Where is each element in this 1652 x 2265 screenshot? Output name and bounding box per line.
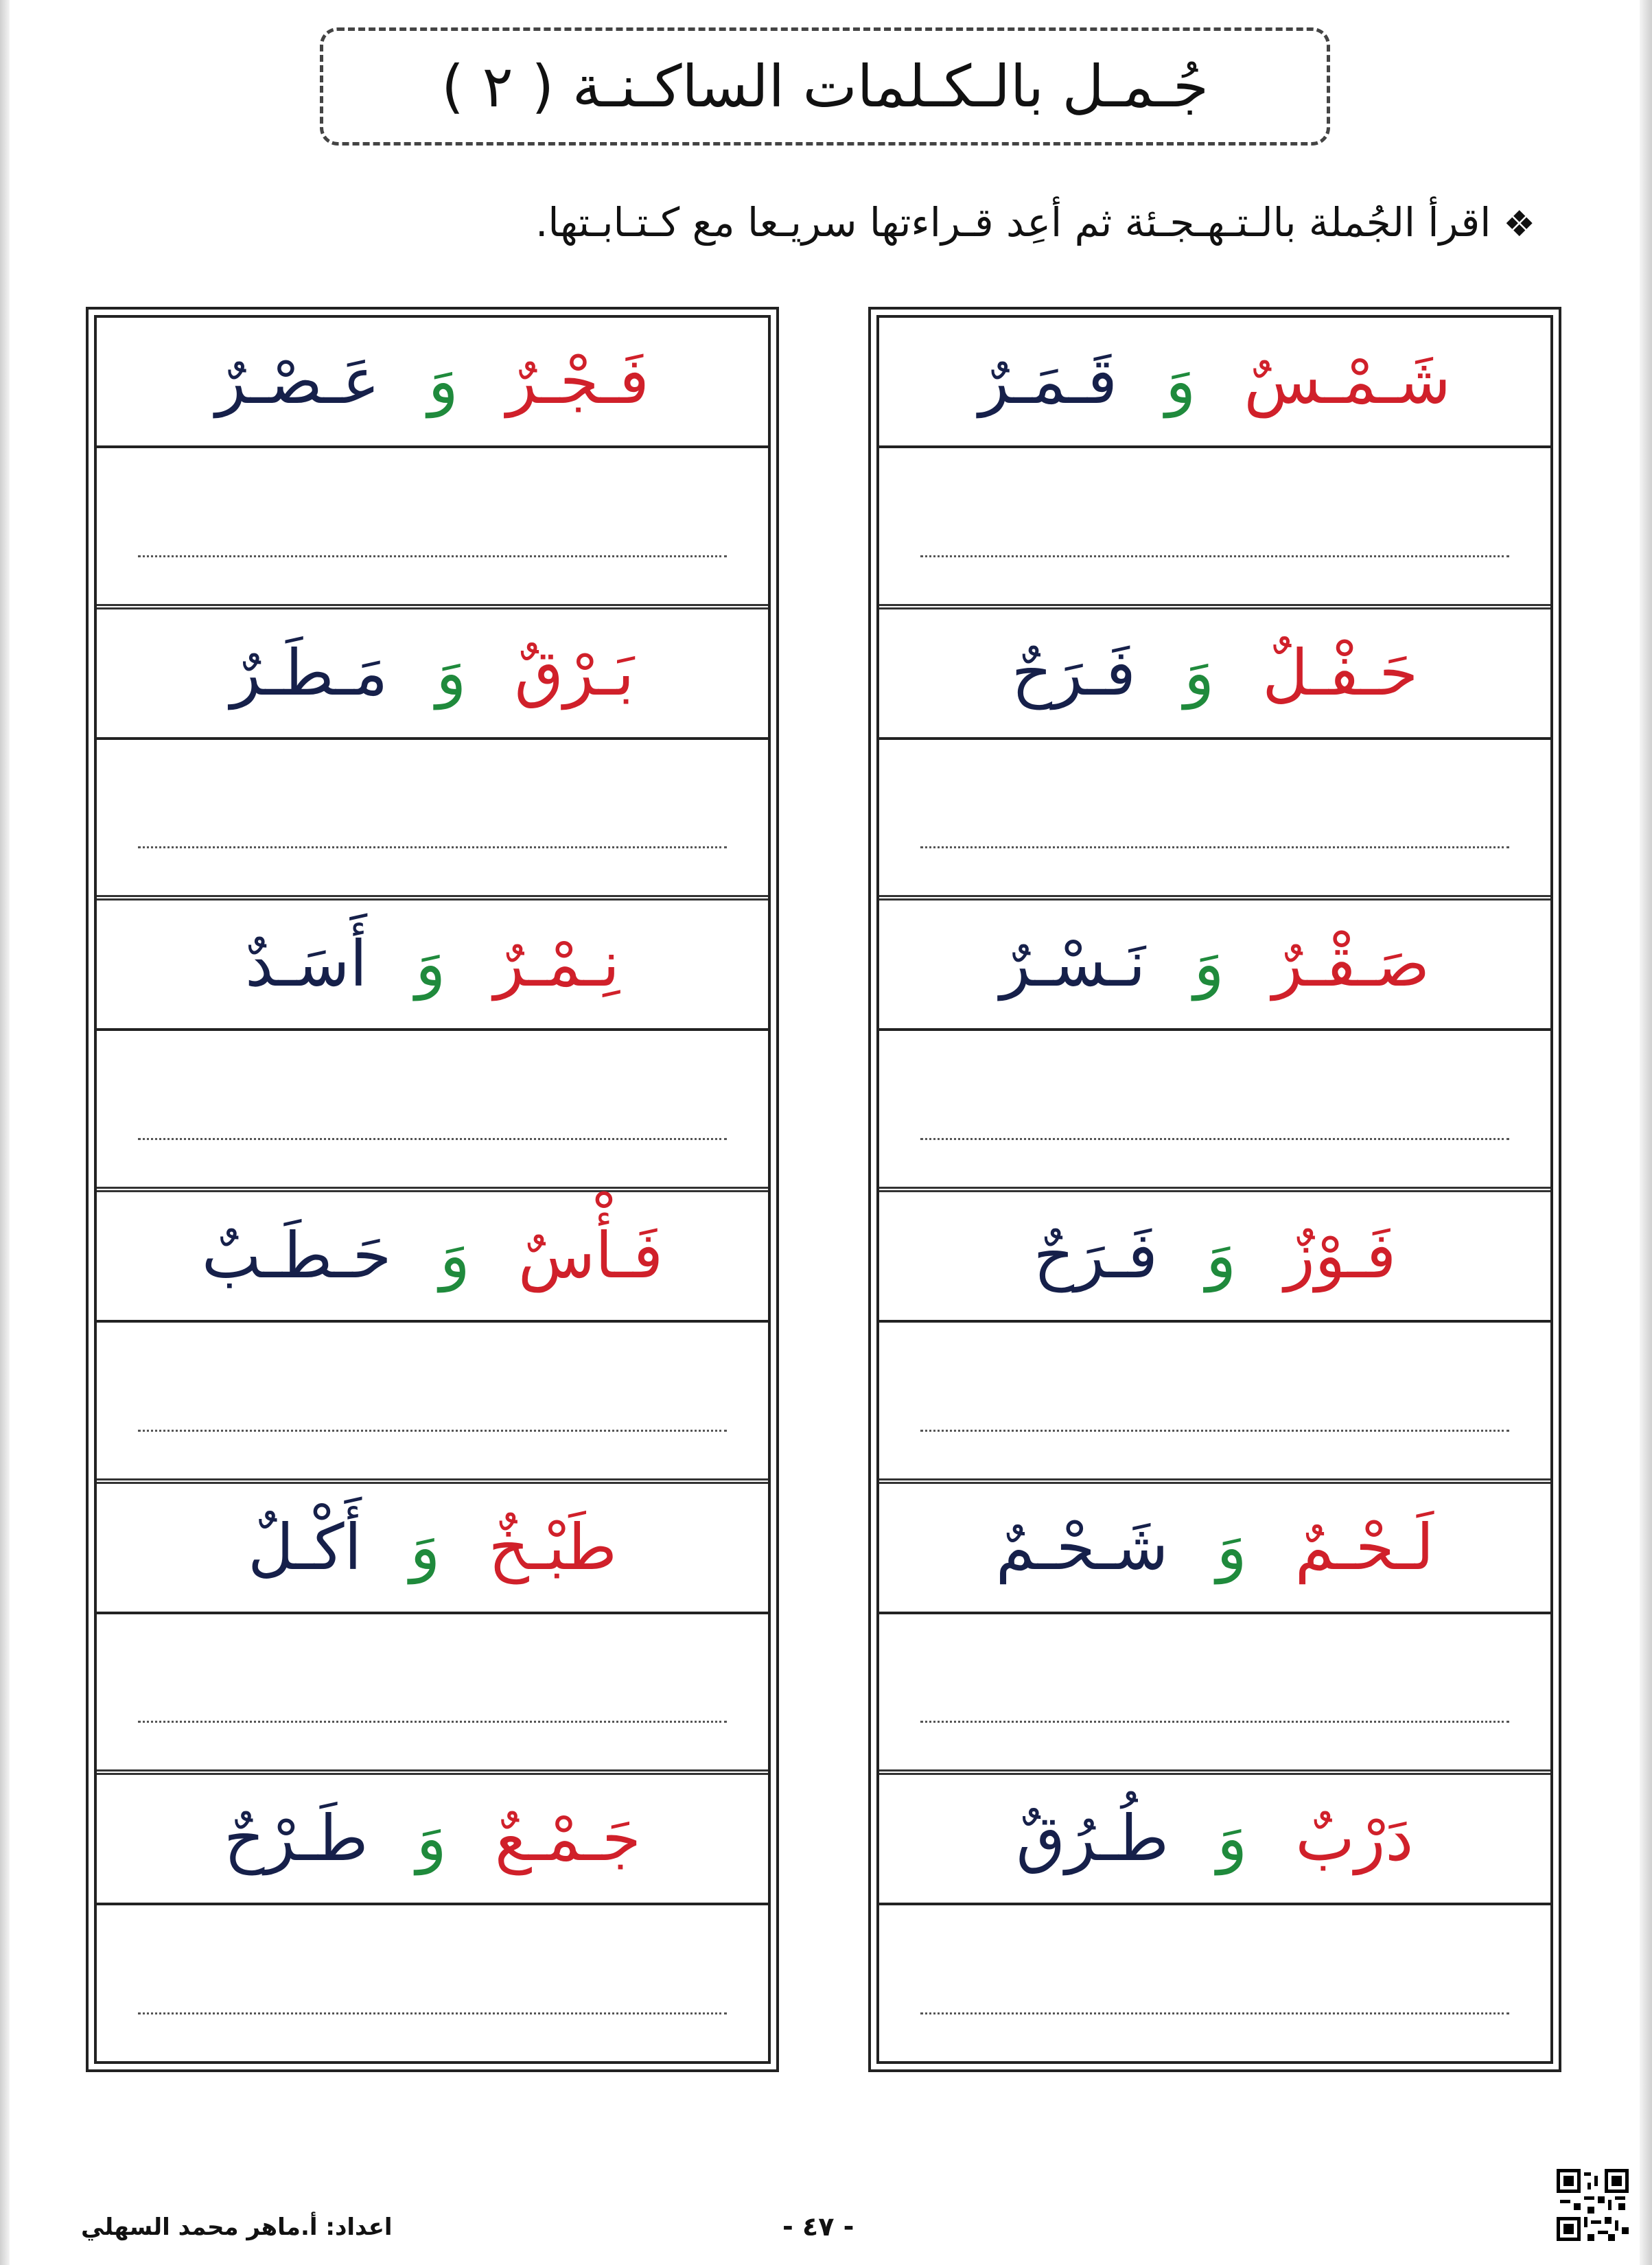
sentence-card bbox=[879, 318, 1550, 609]
first-word: فَـأْسٌ bbox=[517, 1219, 664, 1293]
connector-word: وَ bbox=[1183, 636, 1215, 710]
sentence-row bbox=[879, 609, 1550, 740]
second-word: حَـطَـبٌ bbox=[201, 1219, 392, 1293]
sentence-row bbox=[97, 609, 768, 740]
dotted-writing-line bbox=[138, 1721, 727, 1723]
first-word: صَـقْـرٌ bbox=[1272, 927, 1430, 1001]
first-word: طَبْـخٌ bbox=[488, 1510, 617, 1584]
writing-area[interactable] bbox=[97, 740, 768, 896]
second-word: طَـرْحٌ bbox=[224, 1802, 369, 1876]
sentence-row bbox=[97, 1484, 768, 1614]
writing-area[interactable] bbox=[97, 1031, 768, 1187]
connector-word: وَ bbox=[416, 1802, 447, 1876]
first-word: حَـفْـلٌ bbox=[1262, 636, 1419, 710]
page-number: - ٤٧ - bbox=[782, 2211, 854, 2242]
second-word: عَـصْـرٌ bbox=[216, 345, 380, 418]
connector-word: وَ bbox=[1194, 927, 1224, 1001]
instruction-text: اقرأ الجُملة بالـتـهـجـئة ثم أعِد قـراءتها سريـعا مع كـتـابـتها. bbox=[535, 199, 1491, 246]
sentence-row bbox=[879, 1775, 1550, 1905]
dotted-writing-line bbox=[138, 2012, 727, 2014]
connector-word: وَ bbox=[1165, 345, 1196, 418]
sentence-card bbox=[879, 609, 1550, 901]
instruction bbox=[231, 199, 1535, 246]
sentence-row bbox=[879, 1192, 1550, 1323]
second-word: أَسَـدٌ bbox=[245, 927, 367, 1001]
sentence-row bbox=[97, 1192, 768, 1323]
right-column bbox=[868, 307, 1561, 2072]
page-title: جُـمـل بالـكـلمات الساكـنـة ( ٢ ) bbox=[441, 53, 1209, 120]
sentence-row bbox=[97, 318, 768, 448]
sentence-card bbox=[879, 1484, 1550, 1776]
connector-word: وَ bbox=[1216, 1510, 1247, 1584]
title-box bbox=[320, 27, 1330, 146]
sentence-row bbox=[97, 901, 768, 1031]
first-word: جَـمْـعٌ bbox=[494, 1802, 641, 1876]
first-word: شَـمْـسٌ bbox=[1244, 345, 1451, 418]
second-word: أَكْـلٌ bbox=[248, 1510, 362, 1584]
connector-word: وَ bbox=[415, 927, 446, 1001]
first-word: بَـرْقٌ bbox=[514, 636, 635, 710]
sentence-card bbox=[97, 609, 768, 901]
sentence-card bbox=[97, 318, 768, 609]
sentence-card bbox=[879, 1192, 1550, 1484]
page-edge-right bbox=[1640, 0, 1652, 2265]
second-word: نَـسْـرٌ bbox=[999, 927, 1146, 1001]
first-word: فَـجْـرٌ bbox=[506, 345, 649, 418]
sentence-row bbox=[97, 1775, 768, 1905]
first-word: فَـوْزٌ bbox=[1284, 1219, 1397, 1293]
dotted-writing-line bbox=[138, 1138, 727, 1140]
second-word: شَـحْـمٌ bbox=[995, 1510, 1169, 1584]
author-credit: اعداد: أ.ماهر محمد السهلي bbox=[81, 2214, 393, 2241]
writing-area[interactable] bbox=[97, 1614, 768, 1770]
connector-word: وَ bbox=[1205, 1219, 1237, 1293]
right-column-inner bbox=[876, 315, 1553, 2064]
second-word: فَـرَحٌ bbox=[1033, 1219, 1158, 1293]
sentence-row bbox=[879, 901, 1550, 1031]
second-word: قَـمَـرٌ bbox=[979, 345, 1117, 418]
second-word: فَـرَحٌ bbox=[1011, 636, 1136, 710]
writing-area[interactable] bbox=[879, 1905, 1550, 2061]
left-column bbox=[86, 307, 779, 2072]
dotted-writing-line bbox=[920, 555, 1509, 557]
second-word: طُـرُقٌ bbox=[1016, 1802, 1169, 1876]
writing-area[interactable] bbox=[879, 448, 1550, 604]
sentence-card bbox=[97, 1484, 768, 1776]
dotted-writing-line bbox=[920, 1721, 1509, 1723]
connector-word: وَ bbox=[410, 1510, 441, 1584]
second-word: مَـطَـرٌ bbox=[230, 636, 388, 710]
sentence-card bbox=[97, 1775, 768, 2061]
writing-area[interactable] bbox=[879, 1323, 1550, 1478]
first-word: دَرْبٌ bbox=[1295, 1802, 1414, 1876]
writing-area[interactable] bbox=[879, 1614, 1550, 1770]
qr-code-icon bbox=[1557, 2169, 1629, 2241]
first-word: نِـمْـرٌ bbox=[493, 927, 620, 1001]
writing-area[interactable] bbox=[879, 1031, 1550, 1187]
sentence-card bbox=[879, 1775, 1550, 2061]
dotted-writing-line bbox=[920, 2012, 1509, 2014]
diamond-bullet-icon: ❖ bbox=[1503, 204, 1535, 245]
sentence-row bbox=[879, 1484, 1550, 1614]
sentence-card bbox=[879, 901, 1550, 1192]
writing-area[interactable] bbox=[97, 1323, 768, 1478]
sentence-card bbox=[97, 901, 768, 1192]
dotted-writing-line bbox=[138, 555, 727, 557]
sentence-row bbox=[879, 318, 1550, 448]
dotted-writing-line bbox=[138, 846, 727, 848]
dotted-writing-line bbox=[920, 1138, 1509, 1140]
connector-word: وَ bbox=[439, 1219, 470, 1293]
first-word: لَـحْـمٌ bbox=[1294, 1510, 1434, 1584]
page-edge-left bbox=[0, 0, 10, 2265]
sentence-card bbox=[97, 1192, 768, 1484]
writing-area[interactable] bbox=[97, 448, 768, 604]
connector-word: وَ bbox=[1216, 1802, 1248, 1876]
dotted-writing-line bbox=[920, 846, 1509, 848]
connector-word: وَ bbox=[428, 345, 458, 418]
dotted-writing-line bbox=[138, 1430, 727, 1432]
connector-word: وَ bbox=[436, 636, 467, 710]
writing-area[interactable] bbox=[97, 1905, 768, 2061]
left-column-inner bbox=[94, 315, 771, 2064]
dotted-writing-line bbox=[920, 1430, 1509, 1432]
writing-area[interactable] bbox=[879, 740, 1550, 896]
